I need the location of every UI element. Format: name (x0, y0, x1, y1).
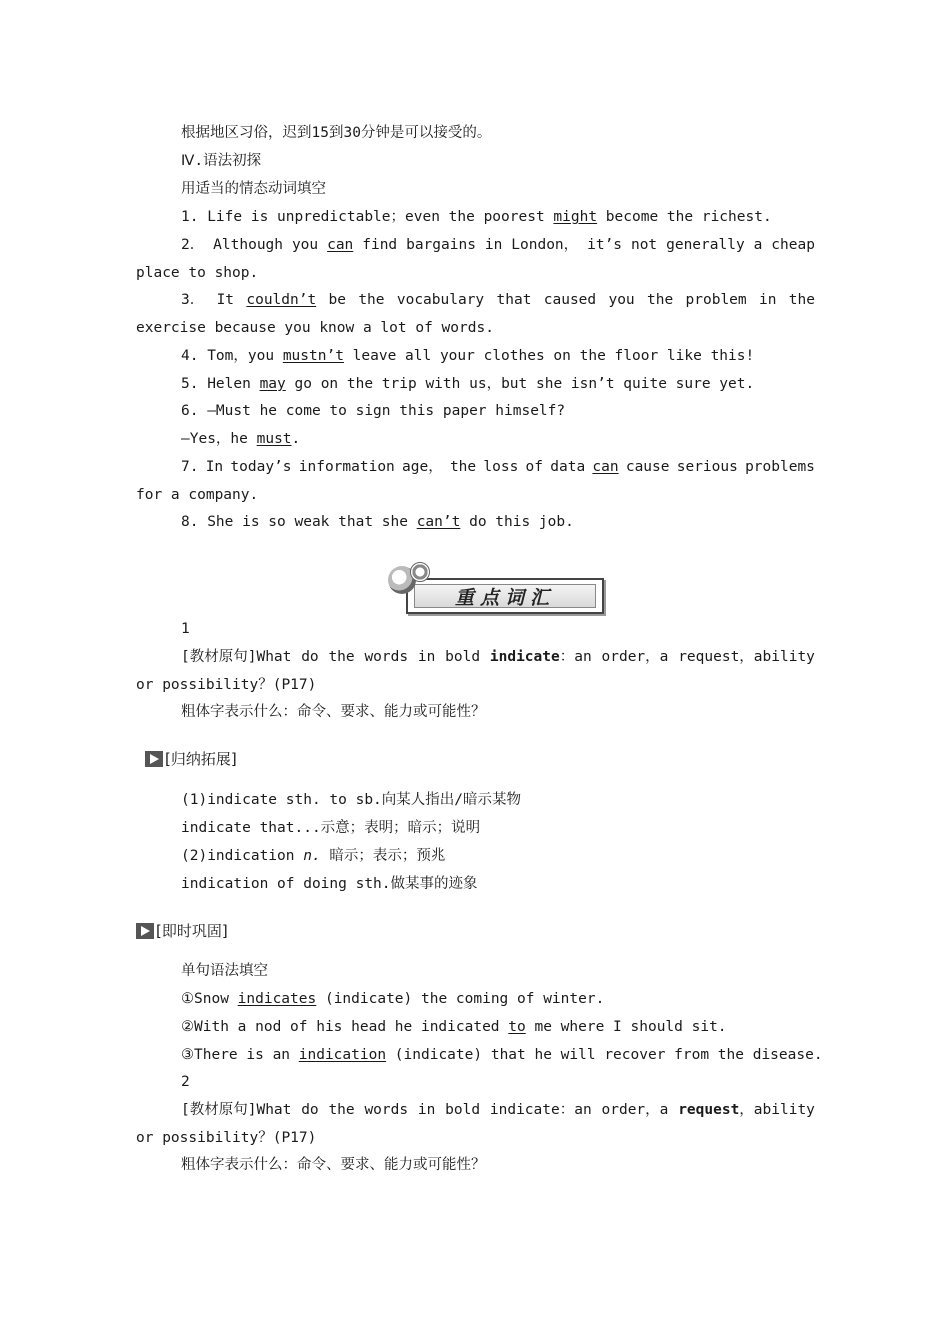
exercise-continuation: place to shop. (136, 265, 259, 281)
vocab-number: 2 (181, 1074, 190, 1090)
exercise-continuation: for a company. (136, 487, 259, 503)
exercise-item: 8. She is so weak that she can’t do this job. (181, 514, 574, 530)
practice-item: ③There is an indication (indicate) that he will recover from the disease. (181, 1047, 823, 1063)
translation: 粗体字表示什么：命令、要求、能力或可能性？ (181, 704, 486, 720)
intro-line: 根据地区习俗，迟到15到30分钟是可以接受的。 (181, 125, 492, 141)
keyword: indicate (489, 649, 560, 665)
play-marker-icon (145, 751, 163, 767)
answer-blank: might (553, 209, 598, 225)
answer-blank: couldn’t (246, 292, 317, 308)
practice-heading: [即时巩固] (136, 921, 228, 941)
answer-blank: can (592, 459, 619, 475)
expand-line: indication of doing sth.做某事的迹象 (181, 876, 478, 892)
keyword: request (678, 1102, 740, 1118)
answer-blank: can (327, 237, 354, 253)
source-continuation: or possibility？(P17) (136, 1130, 317, 1146)
expand-heading: [归纳拓展] (145, 749, 237, 769)
exercise-item: 5. Helen may go on the trip with us，but she isn’t quite sure yet. (181, 376, 755, 392)
answer-blank: may (259, 376, 286, 392)
expand-line: (2)indication n. 暗示；表示；预兆 (181, 848, 446, 864)
banner-box (406, 578, 604, 614)
exercise-item: 7. In today’s information age， the loss of data can cause serious problems (181, 459, 815, 475)
exercise-instruction: 用适当的情态动词填空 (181, 181, 326, 197)
answer-blank: to (508, 1019, 526, 1035)
practice-instruction: 单句语法填空 (181, 963, 268, 979)
answer-blank: indication (298, 1047, 387, 1063)
translation: 粗体字表示什么：命令、要求、能力或可能性？ (181, 1157, 486, 1173)
exercise-item: 4. Tom，you mustn’t leave all your clothes on the floor like this! (181, 348, 755, 364)
practice-item: ①Snow indicates (indicate) the coming of winter. (181, 991, 605, 1007)
vocab-number: 1 (181, 621, 190, 637)
source-continuation: or possibility？(P17) (136, 677, 317, 693)
answer-blank: mustn’t (282, 348, 344, 364)
section-title: Ⅳ.语法初探 (181, 153, 262, 169)
exercise-item: 1. Life is unpredictable；even the poorest might become the richest. (181, 209, 772, 225)
answer-blank: indicates (237, 991, 317, 1007)
play-marker-icon (136, 923, 154, 939)
banner-title: 重点词汇 (414, 584, 596, 608)
answer-blank: can’t (416, 514, 461, 530)
expand-line: indicate that...示意；表明；暗示；说明 (181, 820, 481, 836)
ring-ornament-icon (410, 562, 430, 582)
source-sentence: [教材原句]What do the words in bold indicate：an order，a request，ability (181, 1102, 815, 1118)
exercise-item: 6. —Must he come to sign this paper himself? (181, 403, 566, 419)
exercise-continuation: exercise because you know a lot of words. (136, 320, 494, 336)
source-sentence: [教材原句]What do the words in bold indicate：an order，a request，ability (181, 649, 815, 665)
exercise-item: 2． Although you can find bargains in London， it’s not generally a cheap (181, 237, 815, 253)
answer-blank: must (256, 431, 292, 447)
expand-line: (1)indicate sth. to sb.向某人指出/暗示某物 (181, 792, 522, 808)
exercise-item: 3． It couldn’t be the vocabulary that caused you the problem in the (181, 292, 815, 308)
practice-item: ②With a nod of his head he indicated to me where I should sit. (181, 1019, 727, 1035)
exercise-reply: —Yes，he must. (181, 431, 301, 447)
section-banner (388, 562, 604, 614)
